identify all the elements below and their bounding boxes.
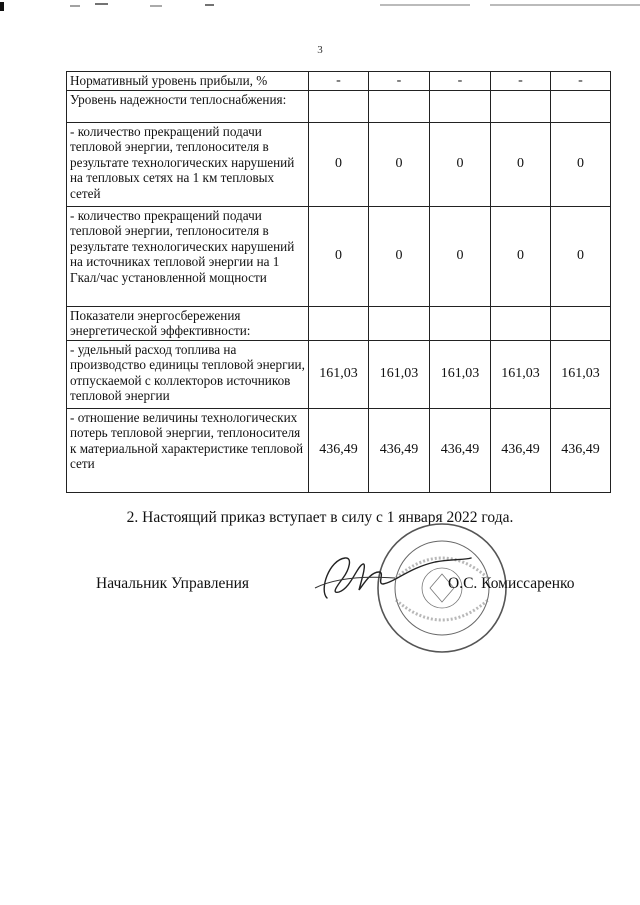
row-value: - — [551, 72, 611, 91]
row-value: - — [491, 72, 551, 91]
clause-effective-date: 2. Настоящий приказ вступает в силу с 1 января 2022 года. — [126, 509, 514, 526]
signer-title: Начальник Управления — [96, 575, 250, 592]
row-value: 161,03 — [430, 340, 491, 408]
signer-name: О.С. Комиссаренко — [448, 575, 575, 592]
row-value: 0 — [551, 206, 611, 306]
row-value: 436,49 — [369, 408, 430, 492]
row-value — [491, 90, 551, 122]
row-label: Показатели энергосбережения энергетической эффективности: — [67, 306, 309, 340]
row-label: Нормативный уровень прибыли, % — [67, 72, 309, 91]
row-value: 0 — [369, 206, 430, 306]
table-row — [67, 408, 611, 492]
row-label: - количество прекращений подачи тепловой энергии, теплоносителя в результате технологических нарушений на тепловых сетях на 1 км тепловых сетей — [67, 122, 309, 206]
row-value: 0 — [309, 206, 369, 306]
row-value — [430, 306, 491, 340]
table-row — [67, 90, 611, 122]
row-value: 161,03 — [551, 340, 611, 408]
row-value: 436,49 — [491, 408, 551, 492]
row-value: 0 — [491, 122, 551, 206]
scan-marks — [0, 0, 640, 12]
row-value: 161,03 — [369, 340, 430, 408]
row-label: - удельный расход топлива на производство единицы тепловой энергии, отпускаемой с коллекторов источников тепловой энергии — [67, 340, 309, 408]
row-label: - количество прекращений подачи тепловой энергии, теплоносителя в результате технологических нарушений на источниках тепловой энергии на 1 Гкал/час установленной мощности — [67, 206, 309, 306]
row-value: 0 — [551, 122, 611, 206]
row-value: 436,49 — [309, 408, 369, 492]
table-row — [67, 72, 611, 91]
row-value — [430, 90, 491, 122]
row-value: 161,03 — [491, 340, 551, 408]
tariff-indicators-table — [66, 71, 611, 493]
table-row — [67, 206, 611, 306]
row-value: 436,49 — [430, 408, 491, 492]
row-value: 436,49 — [551, 408, 611, 492]
table-row — [67, 122, 611, 206]
row-value: 0 — [309, 122, 369, 206]
row-value — [551, 306, 611, 340]
row-value: 0 — [430, 206, 491, 306]
row-value: 0 — [430, 122, 491, 206]
row-value: - — [369, 72, 430, 91]
row-value — [369, 306, 430, 340]
table-row — [67, 306, 611, 340]
row-value: - — [309, 72, 369, 91]
row-value — [309, 306, 369, 340]
row-value: 0 — [369, 122, 430, 206]
row-value — [551, 90, 611, 122]
row-value: - — [430, 72, 491, 91]
row-value — [309, 90, 369, 122]
row-value — [369, 90, 430, 122]
table-row — [67, 340, 611, 408]
row-value: 0 — [491, 206, 551, 306]
page-number: 3 — [317, 44, 323, 56]
row-value: 161,03 — [309, 340, 369, 408]
row-label: - отношение величины технологических потерь тепловой энергии, теплоносителя к материальной характеристике тепловой сети — [67, 408, 309, 492]
row-label: Уровень надежности теплоснабжения: — [67, 90, 309, 122]
row-value — [491, 306, 551, 340]
